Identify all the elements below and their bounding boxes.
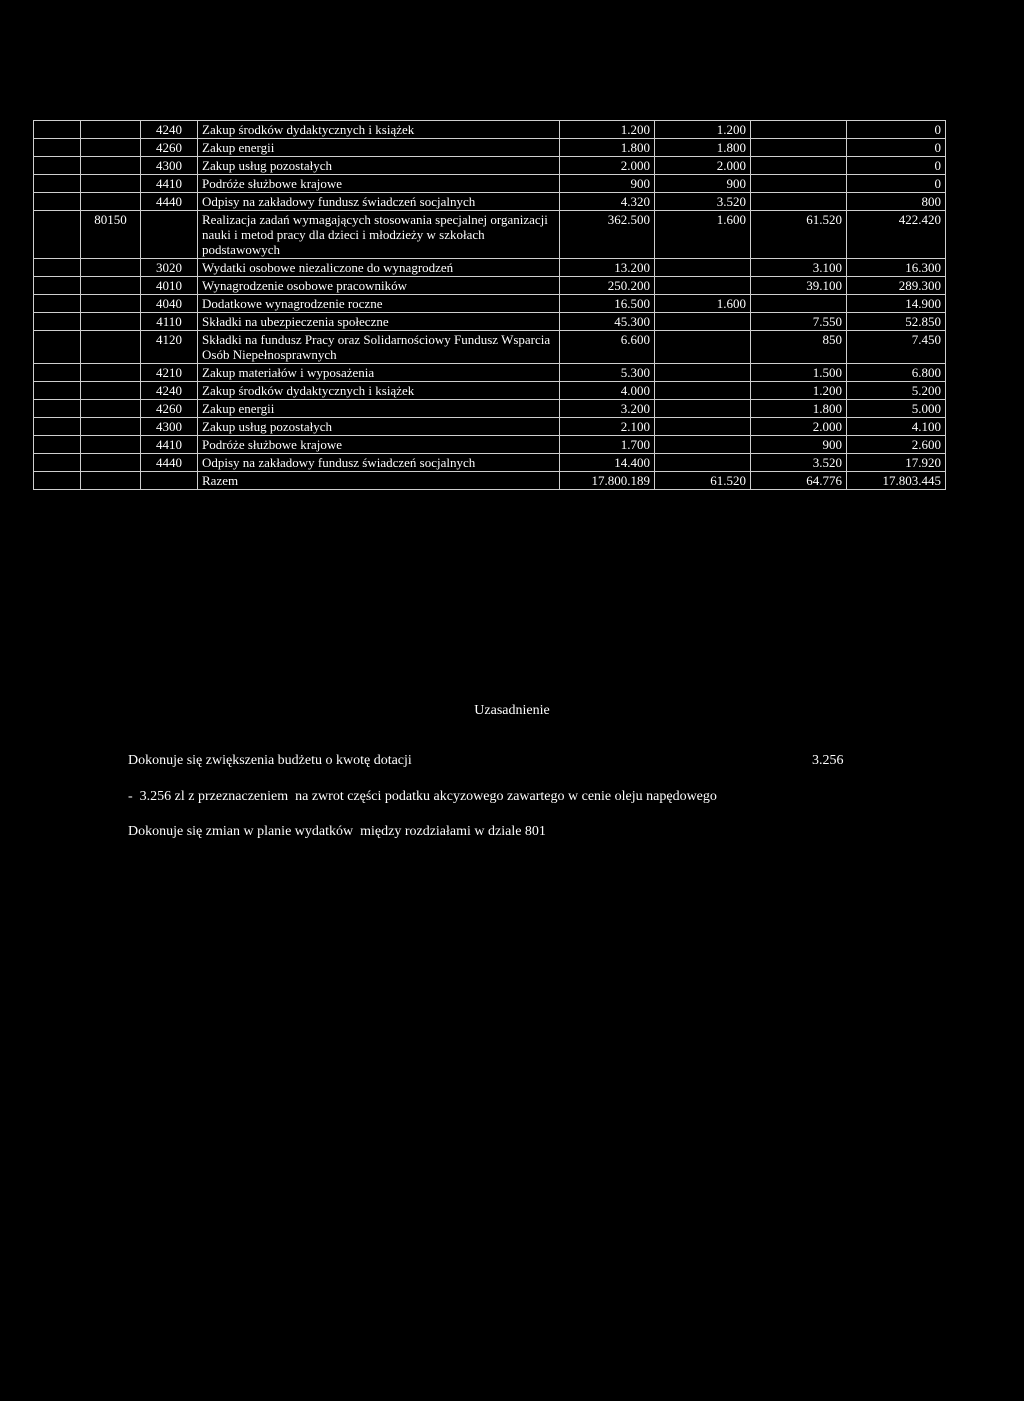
- cell-name: Zakup usług pozostałych: [198, 418, 560, 436]
- cell-c: 7.550: [751, 313, 847, 331]
- justification-line-2: - 3.256 zl z przeznaczeniem na zwrot części podatku akcyzowego zawartego w cenie oleju napędowego: [128, 789, 717, 804]
- cell-name: Podróże służbowe krajowe: [198, 436, 560, 454]
- cell-paragraf: 4260: [141, 139, 198, 157]
- cell-dzial: [81, 382, 141, 400]
- table-row: [34, 175, 946, 193]
- cell-paragraf: [141, 211, 198, 259]
- cell-empty: [34, 259, 81, 277]
- cell-b: 1.800: [655, 139, 751, 157]
- cell-d: 4.100: [847, 418, 946, 436]
- cell-c: 1.200: [751, 382, 847, 400]
- cell-dzial: [81, 418, 141, 436]
- cell-c: 39.100: [751, 277, 847, 295]
- cell-paragraf: 4110: [141, 313, 198, 331]
- table-row: [34, 472, 946, 490]
- cell-paragraf: 4040: [141, 295, 198, 313]
- cell-c: [751, 193, 847, 211]
- cell-name: Razem: [198, 472, 560, 490]
- cell-paragraf: 4300: [141, 418, 198, 436]
- cell-d: 5.000: [847, 400, 946, 418]
- cell-d: 800: [847, 193, 946, 211]
- cell-dzial: [81, 400, 141, 418]
- cell-b: [655, 364, 751, 382]
- cell-paragraf: 4010: [141, 277, 198, 295]
- cell-c: [751, 157, 847, 175]
- table-row: [34, 193, 946, 211]
- cell-name: Wydatki osobowe niezaliczone do wynagrodzeń: [198, 259, 560, 277]
- table-row: [34, 364, 946, 382]
- cell-b: 2.000: [655, 157, 751, 175]
- cell-c: 3.520: [751, 454, 847, 472]
- cell-empty: [34, 157, 81, 175]
- cell-a: 13.200: [560, 259, 655, 277]
- cell-dzial: [81, 259, 141, 277]
- cell-d: 7.450: [847, 331, 946, 364]
- cell-a: 3.200: [560, 400, 655, 418]
- cell-empty: [34, 382, 81, 400]
- cell-a: 5.300: [560, 364, 655, 382]
- cell-c: 1.800: [751, 400, 847, 418]
- cell-a: 2.100: [560, 418, 655, 436]
- cell-empty: [34, 400, 81, 418]
- cell-empty: [34, 277, 81, 295]
- cell-b: [655, 277, 751, 295]
- cell-dzial: [81, 436, 141, 454]
- cell-b: [655, 400, 751, 418]
- cell-empty: [34, 436, 81, 454]
- table-row: [34, 400, 946, 418]
- cell-paragraf: 4410: [141, 436, 198, 454]
- cell-b: 900: [655, 175, 751, 193]
- cell-b: [655, 313, 751, 331]
- cell-empty: [34, 331, 81, 364]
- cell-a: 17.800.189: [560, 472, 655, 490]
- cell-dzial: [81, 157, 141, 175]
- cell-paragraf: 4300: [141, 157, 198, 175]
- cell-name: Dodatkowe wynagrodzenie roczne: [198, 295, 560, 313]
- cell-dzial: [81, 175, 141, 193]
- cell-dzial: [81, 454, 141, 472]
- cell-name: Składki na fundusz Pracy oraz Solidarnościowy Fundusz Wsparcia Osób Niepełnosprawnych: [198, 331, 560, 364]
- cell-empty: [34, 418, 81, 436]
- cell-empty: [34, 175, 81, 193]
- cell-dzial: [81, 364, 141, 382]
- cell-a: 1.800: [560, 139, 655, 157]
- cell-d: 0: [847, 121, 946, 139]
- cell-paragraf: 4210: [141, 364, 198, 382]
- cell-d: 17.803.445: [847, 472, 946, 490]
- table-row: [34, 313, 946, 331]
- cell-c: [751, 121, 847, 139]
- cell-a: 900: [560, 175, 655, 193]
- cell-b: [655, 454, 751, 472]
- cell-paragraf: [141, 472, 198, 490]
- cell-name: Wynagrodzenie osobowe pracowników: [198, 277, 560, 295]
- cell-empty: [34, 121, 81, 139]
- cell-dzial: [81, 193, 141, 211]
- table-row: [34, 157, 946, 175]
- cell-empty: [34, 472, 81, 490]
- cell-name: Zakup energii: [198, 139, 560, 157]
- cell-d: 16.300: [847, 259, 946, 277]
- cell-b: [655, 418, 751, 436]
- cell-empty: [34, 313, 81, 331]
- cell-name: Podróże służbowe krajowe: [198, 175, 560, 193]
- cell-d: 17.920: [847, 454, 946, 472]
- cell-dzial: [81, 121, 141, 139]
- cell-b: 3.520: [655, 193, 751, 211]
- budget-table: [33, 120, 946, 490]
- cell-c: 1.500: [751, 364, 847, 382]
- cell-paragraf: 3020: [141, 259, 198, 277]
- cell-paragraf: 4240: [141, 382, 198, 400]
- cell-dzial: [81, 313, 141, 331]
- cell-paragraf: 4440: [141, 454, 198, 472]
- table-row: [34, 259, 946, 277]
- cell-d: 14.900: [847, 295, 946, 313]
- cell-a: 1.700: [560, 436, 655, 454]
- cell-a: 45.300: [560, 313, 655, 331]
- table-row: [34, 139, 946, 157]
- cell-empty: [34, 454, 81, 472]
- cell-c: 61.520: [751, 211, 847, 259]
- justification-line-3: Dokonuje się zmian w planie wydatków między rozdziałami w dziale 801: [128, 824, 546, 839]
- cell-c: 3.100: [751, 259, 847, 277]
- cell-c: [751, 295, 847, 313]
- cell-b: [655, 382, 751, 400]
- cell-paragraf: 4240: [141, 121, 198, 139]
- table-row: [34, 382, 946, 400]
- cell-d: 6.800: [847, 364, 946, 382]
- cell-empty: [34, 193, 81, 211]
- cell-d: 0: [847, 157, 946, 175]
- table-row: [34, 454, 946, 472]
- cell-a: 1.200: [560, 121, 655, 139]
- cell-empty: [34, 364, 81, 382]
- cell-name: Zakup środków dydaktycznych i książek: [198, 382, 560, 400]
- cell-d: 0: [847, 139, 946, 157]
- cell-b: 1.600: [655, 211, 751, 259]
- justification-heading: Uzasadnienie: [474, 703, 550, 718]
- cell-c: 850: [751, 331, 847, 364]
- cell-paragraf: 4260: [141, 400, 198, 418]
- cell-c: 64.776: [751, 472, 847, 490]
- cell-c: 2.000: [751, 418, 847, 436]
- cell-d: 2.600: [847, 436, 946, 454]
- cell-paragraf: 4410: [141, 175, 198, 193]
- cell-a: 250.200: [560, 277, 655, 295]
- table-row: [34, 121, 946, 139]
- cell-d: 5.200: [847, 382, 946, 400]
- cell-b: [655, 331, 751, 364]
- cell-b: [655, 259, 751, 277]
- cell-b: 1.600: [655, 295, 751, 313]
- cell-c: [751, 139, 847, 157]
- cell-name: Realizacja zadań wymagających stosowania specjalnej organizacji nauki i metod pracy dla dzieci i młodzieży w szkołach podstawowych: [198, 211, 560, 259]
- cell-b: 1.200: [655, 121, 751, 139]
- cell-d: 0: [847, 175, 946, 193]
- cell-a: 16.500: [560, 295, 655, 313]
- cell-d: 52.850: [847, 313, 946, 331]
- table-row: [34, 331, 946, 364]
- cell-name: Zakup usług pozostałych: [198, 157, 560, 175]
- justification-line-1: Dokonuje się zwiększenia budżetu o kwotę dotacji: [128, 753, 412, 768]
- cell-a: 362.500: [560, 211, 655, 259]
- cell-b: 61.520: [655, 472, 751, 490]
- cell-name: Odpisy na zakładowy fundusz świadczeń socjalnych: [198, 193, 560, 211]
- cell-a: 14.400: [560, 454, 655, 472]
- cell-dzial: 80150: [81, 211, 141, 259]
- cell-a: 2.000: [560, 157, 655, 175]
- table-row: [34, 295, 946, 313]
- cell-dzial: [81, 277, 141, 295]
- cell-a: 6.600: [560, 331, 655, 364]
- table-body: [34, 121, 946, 490]
- cell-c: [751, 175, 847, 193]
- table-row: [34, 211, 946, 259]
- cell-empty: [34, 295, 81, 313]
- cell-dzial: [81, 331, 141, 364]
- cell-b: [655, 436, 751, 454]
- cell-dzial: [81, 139, 141, 157]
- cell-name: Zakup środków dydaktycznych i książek: [198, 121, 560, 139]
- cell-paragraf: 4440: [141, 193, 198, 211]
- cell-name: Zakup energii: [198, 400, 560, 418]
- cell-dzial: [81, 295, 141, 313]
- cell-empty: [34, 139, 81, 157]
- cell-d: 289.300: [847, 277, 946, 295]
- table-row: [34, 277, 946, 295]
- cell-name: Składki na ubezpieczenia społeczne: [198, 313, 560, 331]
- table-row: [34, 418, 946, 436]
- cell-empty: [34, 211, 81, 259]
- cell-dzial: [81, 472, 141, 490]
- cell-paragraf: 4120: [141, 331, 198, 364]
- table-row: [34, 436, 946, 454]
- cell-a: 4.000: [560, 382, 655, 400]
- cell-d: 422.420: [847, 211, 946, 259]
- cell-name: Zakup materiałów i wyposażenia: [198, 364, 560, 382]
- cell-c: 900: [751, 436, 847, 454]
- cell-a: 4.320: [560, 193, 655, 211]
- cell-name: Odpisy na zakładowy fundusz świadczeń socjalnych: [198, 454, 560, 472]
- justification-amount: 3.256: [812, 753, 844, 768]
